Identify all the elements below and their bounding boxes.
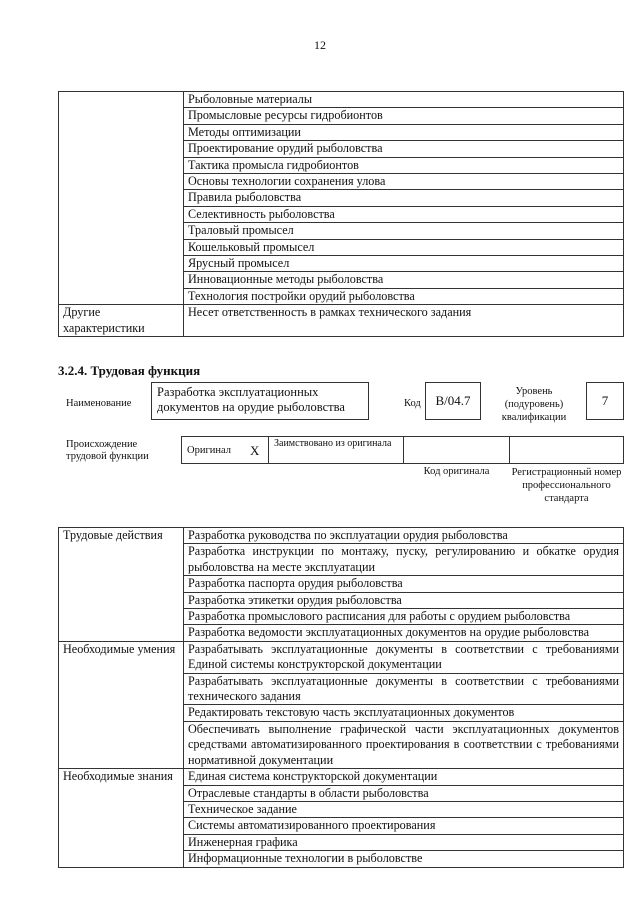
knowledge-item-row-text: Системы автоматизированного проектирования xyxy=(184,818,624,834)
origin-label: Происхождение трудовой функции xyxy=(66,439,149,462)
row-group-label: Необходимые умения xyxy=(59,641,184,768)
knowledge-item-row-text: Отраслевые стандарты в области рыболовства xyxy=(184,785,624,801)
action-row-text: Разработка паспорта орудия рыболовства xyxy=(184,576,624,592)
other-row xyxy=(59,305,624,337)
empty-label-cell xyxy=(59,92,184,305)
knowledge-row-text: Промысловые ресурсы гидробионтов xyxy=(184,108,624,124)
level-label: Уровень (подуровень) квалификации xyxy=(501,386,567,423)
knowledge-table-continued xyxy=(58,91,624,337)
knowledge-row-text: Траловый промысел xyxy=(184,223,624,239)
knowledge-item-row-text: Техническое задание xyxy=(184,801,624,817)
skill-row-text: Разрабатывать эксплуатационные документы в соответствии с требованиями Единой системы конструкторской документации xyxy=(184,641,624,673)
name-value: Разработка эксплуатационных документов на орудие рыболовства xyxy=(151,382,369,420)
knowledge-row-text: Кошельковый промысел xyxy=(184,239,624,255)
knowledge-row-text: Проектирование орудий рыболовства xyxy=(184,141,624,157)
reg-number-cell xyxy=(509,436,624,464)
knowledge-item-row-text: Инженерная графика xyxy=(184,834,624,850)
knowledge-row-text: Ярусный промысел xyxy=(184,256,624,272)
reg-number-label: Регистрационный номер профессионального стандарта xyxy=(511,467,622,504)
page-number: 12 xyxy=(314,38,326,52)
knowledge-row-text: Рыболовные материалы xyxy=(184,92,624,108)
knowledge-item-row-text: Единая система конструкторской документации xyxy=(184,769,624,785)
knowledge-row-text: Методы оптимизации xyxy=(184,124,624,140)
knowledge-row-text: Правила рыболовства xyxy=(184,190,624,206)
section-heading: 3.2.4. Трудовая функция xyxy=(58,363,201,378)
level-value: 7 xyxy=(586,382,624,420)
action-row-text: Разработка инструкции по монтажу, пуску, регулированию и обкатке орудия рыболовства на месте эксплуатации xyxy=(184,544,624,576)
knowledge-row-text: Технология постройки орудий рыболовства xyxy=(184,288,624,304)
function-table xyxy=(58,527,624,868)
original-mark: X xyxy=(250,443,260,458)
skill-row xyxy=(59,641,624,673)
other-row-text: Несет ответственность в рамках технического задания xyxy=(184,305,624,337)
knowledge-item-row xyxy=(59,769,624,785)
knowledge-row-text: Основы технологии сохранения улова xyxy=(184,174,624,190)
skill-row-text: Обеспечивать выполнение графической части эксплуатационных документов средствами автоматизированного проектирования в соответствии с требованиями нормативной документации xyxy=(184,721,624,768)
knowledge-row xyxy=(59,92,624,108)
row-group-label: Другие характеристики xyxy=(59,305,184,337)
original-label: Оригинал xyxy=(187,445,231,456)
action-row-text: Разработка руководства по эксплуатации орудия рыболовства xyxy=(184,528,624,544)
knowledge-row-text: Инновационные методы рыболовства xyxy=(184,272,624,288)
code-label: Код xyxy=(404,398,421,409)
action-row-text: Разработка промыслового расписания для работы с орудием рыболовства xyxy=(184,609,624,625)
code-original-label: Код оригинала xyxy=(423,466,490,477)
action-row-text: Разработка этикетки орудия рыболовства xyxy=(184,592,624,608)
skill-row-text: Редактировать текстовую часть эксплуатационных документов xyxy=(184,705,624,721)
knowledge-item-row-text: Информационные технологии в рыболовстве xyxy=(184,851,624,867)
action-row xyxy=(59,528,624,544)
code-original-cell xyxy=(403,436,510,464)
code-value: B/04.7 xyxy=(425,382,481,420)
action-row-text: Разработка ведомости эксплуатационных документов на орудие рыболовства xyxy=(184,625,624,641)
knowledge-row-text: Тактика промысла гидробионтов xyxy=(184,157,624,173)
skill-row-text: Разрабатывать эксплуатационные документы в соответствии с требованиями технического задания xyxy=(184,673,624,705)
knowledge-row-text: Селективность рыболовства xyxy=(184,206,624,222)
name-label: Наименование xyxy=(66,398,132,409)
original-cell xyxy=(181,436,269,464)
row-group-label: Необходимые знания xyxy=(59,769,184,867)
borrowed-label: Заимствовано из оригинала xyxy=(268,436,404,464)
row-group-label: Трудовые действия xyxy=(59,528,184,642)
